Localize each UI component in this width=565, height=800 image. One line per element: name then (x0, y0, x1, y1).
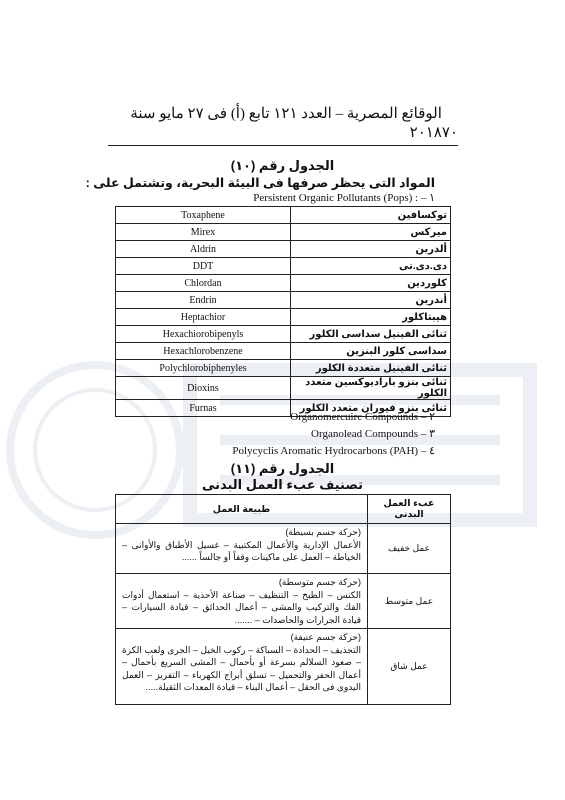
table-row (116, 360, 451, 377)
table-row (116, 574, 451, 629)
page-header (108, 106, 458, 142)
english-name: Hexachiorobipenyls (116, 326, 291, 343)
arabic-name: هيبتاكلور (291, 309, 451, 326)
table-row (116, 629, 451, 705)
arabic-name: ميركس (291, 224, 451, 241)
table-row (116, 275, 451, 292)
arabic-name: ثنائى بنزو باراديوكسين متعدد الكلور (291, 377, 451, 400)
table-row (116, 343, 451, 360)
english-name: Dioxins (116, 377, 291, 400)
work-description: التجذيف – الحدادة – السباكة – ركوب الخيل – الجرى ولعب الكرة – صعود السلالم بسرعة أو بأحمال – المشى السريع بأحمال – أعمال الحفر والتحميل – تسلق أبراج الكهرباء – التفريز – العمل اليدوى فى الحقل – أعمال البناء – قيادة المعدات الثقيلة..... (122, 644, 361, 692)
table11-subtitle: تصنيف عبء العمل البدنى (201, 477, 364, 492)
english-name: Endrin (116, 292, 291, 309)
column-header-nature: طبيعة العمل (116, 495, 368, 524)
work-level: عمل خفيف (368, 524, 451, 574)
arabic-name: أندرين (291, 292, 451, 309)
arabic-name: توكسافين (291, 207, 451, 224)
work-nature (116, 524, 368, 574)
english-name: DDT (116, 258, 291, 275)
workload-table (115, 494, 451, 705)
item-3: Organolead Compounds – ٣ (311, 428, 435, 440)
pops-table (115, 206, 451, 417)
work-description: الكنس – الطبخ – التنظيف – صناعة الأحذية – استعمال أدوات الفك والتركيب والمشى – أعمال الحدائق – قيادة السيارات – قيادة الجرارات والحاصدات – ....... (122, 589, 361, 625)
table10-subtitle: المواد التى يحظر صرفها فى البيئة البحرية، وتشتمل على : (85, 176, 435, 190)
arabic-name: ثنائى الفينيل متعددة الكلور (291, 360, 451, 377)
english-name: Aldrin (116, 241, 291, 258)
arabic-name: كلوردين (291, 275, 451, 292)
table-row (116, 309, 451, 326)
table-row (116, 326, 451, 343)
english-name: Toxaphene (116, 207, 291, 224)
header-row (116, 495, 451, 524)
movement-category: (حركة جسم متوسطة) (278, 577, 361, 587)
english-name: Hexachlorobenzene (116, 343, 291, 360)
english-name: Polychlorobiphenyles (116, 360, 291, 377)
work-level: عمل متوسط (368, 574, 451, 629)
item-2: Organomercuirc Compounds – ٢ (290, 411, 435, 423)
english-name: Furnas (116, 400, 291, 417)
item-1: Persistent Organic Pollutants (Pops) : – ١ (253, 192, 435, 204)
table11-title: الجدول رقم (١١) (230, 461, 335, 476)
english-name: Chlordan (116, 275, 291, 292)
table-row (116, 241, 451, 258)
work-nature (116, 574, 368, 629)
table10-title: الجدول رقم (١٠) (230, 158, 335, 173)
table-row (116, 377, 451, 400)
arabic-name: ثنائى الفينيل سداسى الكلور (291, 326, 451, 343)
work-nature (116, 629, 368, 705)
table-row (116, 258, 451, 275)
table-row (116, 292, 451, 309)
english-name: Heptachior (116, 309, 291, 326)
arabic-name: سداسى كلور البنزين (291, 343, 451, 360)
column-header-level: عبء العمل البدنى (368, 495, 451, 524)
movement-category: (حركة جسم عنيفة) (290, 632, 361, 642)
table-row (116, 207, 451, 224)
table-row (116, 224, 451, 241)
english-name: Mirex (116, 224, 291, 241)
item-4: Polycyclis Aromatic Hydrocarbons (PAH) – ٤ (232, 445, 435, 457)
arabic-name: ثنائى بنزو فيوران متعدد الكلور (291, 400, 451, 417)
running-title: الوقائع المصرية – العدد ١٢١ تابع (أ) فى ٢٧ مايو سنة ٢٠١٨ (130, 106, 442, 141)
header-divider (108, 145, 458, 146)
work-description: الأعمال الإدارية والأعمال المكتبية – غسيل الأطباق والأوانى – الخياطة – العمل على ماكينات وقفاً أو جالساً ...... (122, 539, 361, 562)
arabic-name: ألدرين (291, 241, 451, 258)
table-row (116, 524, 451, 574)
work-level: عمل شاق (368, 629, 451, 705)
movement-category: (حركة جسم بسيطة) (285, 527, 361, 537)
arabic-name: دى.دى.تى (291, 258, 451, 275)
page-number: ٧٠ (441, 125, 458, 141)
